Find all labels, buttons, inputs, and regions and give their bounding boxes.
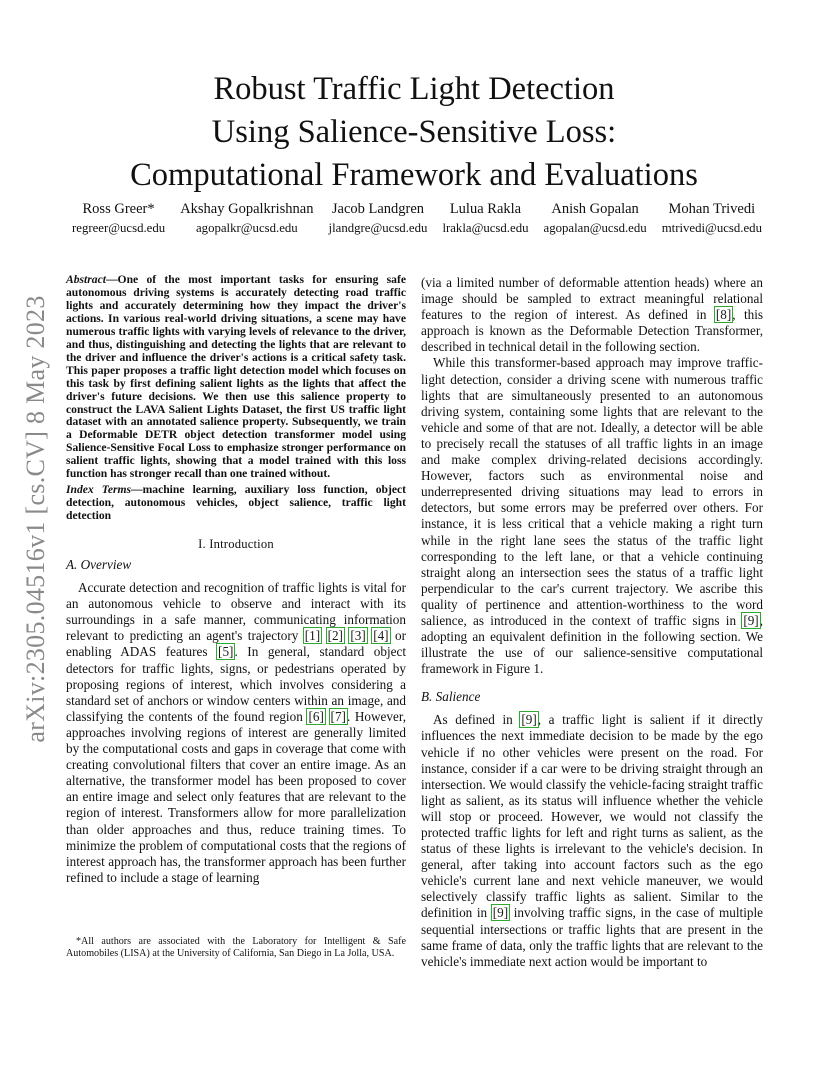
footnote: *All authors are associated with the Laboratory for Intelligent & Safe Automobiles (LISA) at the University of California, San Diego in La Jolla, USA. [66, 936, 406, 959]
citation-link[interactable]: [8] [715, 307, 732, 323]
body-text: Accurate detection and recognition of traffic lights is vital for an autonomous vehicle to observe and interact with its surroundings in a safe manner, communicating information relevant to predicting an agent's trajectory [66, 580, 406, 644]
index-terms-label: Index Terms [66, 483, 132, 497]
author-name: Mohan Trivedi [668, 201, 756, 217]
author-email: agopalan@ucsd.edu [543, 221, 647, 235]
body-text: As defined in [433, 712, 521, 728]
space [321, 628, 326, 643]
body-text: , a traffic light is salient if it directly influences the next immediate decision to be made by the ego vehicle if no other vehicles were present on the road. For instance, consider if a car were to be driving straight through an intersection. We would classify the vehicle-facing straight traffic light as salient, as its status will influence whether the vehicle will stop or proceed. However, we would not classify the protected traffic lights for left and right turns as salient, as the status of these lights is irrelevant to the vehicle's decision. In general, after taking into account factors such as the ego vehicle's current lane and next vehicle maneuver, we would selectively classify traffic lights as salient. Similar to the definition in [421, 712, 763, 921]
arxiv-identifier-text: arXiv:2305.04516v1 [cs.CV] 8 May 2023 [21, 295, 50, 743]
author-email: mtrivedi@ucsd.edu [661, 221, 762, 235]
body-text: . However, approaches involving regions of interest are generally limited by the computational costs and gaps in coverage that come with creating convolutional filters that cover an entire image. As an alternative, the transformer model has been proposed to cover an entire image and select only features that are relevant to the region of interest. Transformers allow for more parallelization than older approaches and thus, reduce training times. To minimize the problem of computational costs that the regions of interest approach has, the transformer approach has been further refined to include a stage of learning [66, 708, 407, 885]
body-text: involving traffic signs, in the case of multiple sequential intersections or traffic lights that are present in the same frame of data, only the traffic lights that are relevant to the vehicle's immediate next action would be important to [421, 905, 763, 969]
author-name: Anish Gopalan [551, 201, 639, 217]
arxiv-identifier [18, 284, 54, 754]
abstract-label: Abstract [66, 273, 106, 286]
citation-link[interactable]: [7] [330, 708, 346, 724]
citation-link[interactable]: [9] [492, 905, 509, 921]
abstract [66, 274, 406, 481]
author [329, 200, 428, 237]
author-email: jlandgre@ucsd.edu [328, 221, 428, 235]
author-name: Akshay Gopalkrishnan [180, 201, 314, 217]
citation-link[interactable]: [6] [308, 708, 324, 724]
author-list [72, 200, 762, 237]
index-terms-text: —machine learning, auxiliary loss function, object detection, autonomous vehicles, object salience, traffic light detection [66, 483, 406, 523]
body-text: While this transformer-based approach may improve traffic-light detection, consider a driving scene with numerous traffic lights that are simultaneously presented to an autonomous driving system, containing some lights that are relevant to the vehicle and some of that are not. Ideally, a detector will be able to precisely recall the statuses of all traffic lights in an image and make complex driving-related decisions accordingly. However, factors such as environmental noise and underrepresented driving situations may lead to errors in detectors, but some errors may be preferred over others. For instance, it is less critical that a vehicle making a right turn while in the right lane sees the status of the traffic light corresponding to the left lane, or that a vehicle continuing straight along an intersection sees the status of a traffic light perpendicular to the car's current trajectory. We ascribe this quality of pertinence and attention-worthiness to the word salience, as introduced in the context of traffic signs in [421, 355, 763, 628]
section-heading-introduction: I. Introduction [198, 537, 274, 552]
body-text: (via a limited number of deformable attention heads) where an image should be sampled to extract meaningful relational features to the region of interest. As defined in [421, 275, 763, 323]
citation-link[interactable]: [5] [218, 644, 234, 660]
subsection-heading-salience: B. Salience [421, 689, 481, 705]
subsection-heading-overview: A. Overview [66, 557, 132, 573]
author-name: Lulua Rakla [449, 201, 522, 217]
space [325, 709, 330, 724]
author-email: regreer@ucsd.edu [72, 221, 166, 235]
title-line: Using Salience-Sensitive Loss: [211, 114, 617, 150]
citation-link[interactable]: [4] [373, 628, 389, 644]
author [442, 200, 528, 237]
paragraph [421, 275, 763, 355]
body-text: , this approach is known as the Deformable Detection Transformer, described in technical detail in the following section. [421, 307, 763, 355]
body-text: or enabling ADAS features [66, 628, 406, 660]
author-email: agopalkr@ucsd.edu [195, 221, 298, 235]
author [180, 200, 313, 237]
citation-link[interactable]: [9] [743, 612, 759, 628]
left-column [66, 274, 406, 886]
title-line: Computational Framework and Evaluations [130, 157, 698, 193]
index-terms [66, 484, 406, 523]
author [544, 200, 647, 237]
author [72, 200, 165, 237]
right-column [421, 275, 763, 970]
author-email: lrakla@ucsd.edu [442, 221, 529, 235]
author-name: Jacob Landgren [331, 201, 425, 217]
overview-paragraph [66, 580, 406, 886]
citation-link[interactable]: [2] [327, 628, 343, 644]
citation-link[interactable]: [1] [304, 628, 321, 644]
paper-title [100, 68, 728, 197]
title-line: Robust Traffic Light Detection [213, 71, 615, 107]
author-name: Ross Greer* [82, 201, 155, 217]
paragraph [421, 355, 763, 677]
citation-link[interactable]: [9] [521, 712, 537, 728]
body-text: , adopting an equivalent definition in the following section. We illustrate the use of our salience-sensitive computational framework in Figure 1. [421, 612, 763, 677]
citation-link[interactable]: [3] [350, 628, 366, 644]
salience-paragraph [421, 712, 763, 970]
body-text: . In general, standard object detectors for traffic lights, signs, or pedestrians operated by proposing regions of interest, which involves considering a standard set of anchors or window centers within an image, and classifying the contents of the found region [66, 644, 407, 724]
author [662, 200, 762, 237]
abstract-text: —One of the most important tasks for ensuring safe autonomous driving systems is accurately detecting road traffic lights and accurately determining how they impact the driver's actions. In various real-world driving situations, a scene may have numerous traffic lights with varying levels of relevance to the driver, and thus, distinguishing and detecting the lights that are relevant to the driver and influence the driver's actions is a critical safety task. This paper proposes a traffic light detection model which focuses on this task by first defining salient lights as the lights that affect the driver's future decisions. We then use this salience property to construct the LAVA Salient Lights Dataset, the first US traffic light dataset with an annotated salience property. Subsequently, we train a Deformable DETR object detection transformer model using Salience-Sensitive Focal Loss to emphasize stronger performance on salient traffic lights, showing that a model trained with this loss function has stronger recall than one trained without. [66, 273, 406, 481]
